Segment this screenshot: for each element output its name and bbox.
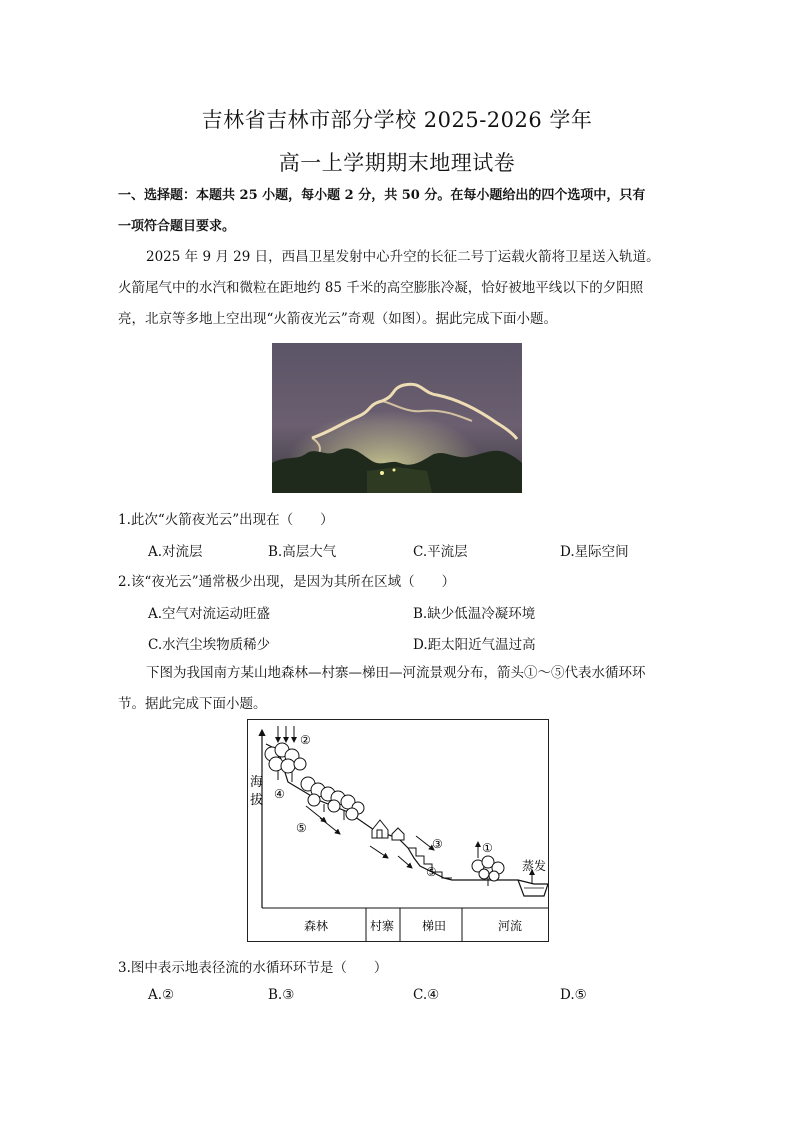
q2-option-d[interactable]: D.距太阳近气温过高 (413, 637, 536, 653)
landscape-water-cycle-diagram (247, 719, 549, 942)
marker-1: ① (482, 841, 493, 855)
passage1-line3: 亮，北京等多地上空出现“火箭夜光云”奇观（如图）。据此完成下面小题。 (118, 311, 558, 327)
section-line1: 一、选择题：本题共 25 小题，每小题 2 分，共 50 分。在每小题给出的四个选项中，只有 (118, 188, 646, 203)
rocket-cloud-photo (272, 343, 522, 493)
section-instructions (118, 180, 678, 242)
page-title-line1: 吉林省吉林市部分学校 2025-2026 学年 (201, 108, 593, 132)
passage-2 (118, 658, 678, 720)
zone-village: 村寨 (370, 919, 395, 933)
marker-3: ③ (432, 837, 443, 851)
question-1-stem: 1.此次“火箭夜光云”出现在（ ） (118, 512, 334, 528)
passage-1 (118, 242, 678, 335)
q1-option-c[interactable]: C.平流层 (413, 544, 468, 560)
q1-option-d[interactable]: D.星际空间 (560, 544, 629, 560)
axis-label-1: 海 (250, 775, 264, 790)
passage1-line2: 火箭尾气中的水汽和微粒在距地约 85 千米的高空膨胀冷凝，恰好被地平线以下的夕阳照 (118, 280, 644, 296)
q2-option-c[interactable]: C.水汽尘埃物质稀少 (148, 637, 271, 653)
marker-5a: ⑤ (296, 821, 307, 835)
page-title-line2: 高一上学期期末地理试卷 (278, 151, 516, 175)
section-line2: 一项符合题目要求。 (118, 219, 236, 234)
q3-option-a[interactable]: A.② (148, 987, 175, 1003)
q2-option-b[interactable]: B.缺少低温冷凝环境 (413, 606, 536, 622)
q3-option-b[interactable]: B.③ (268, 987, 295, 1003)
q3-option-c[interactable]: C.④ (413, 987, 440, 1003)
zone-terraces: 梯田 (422, 919, 447, 933)
evaporation-label: 蒸发 (522, 859, 547, 873)
passage2-line1: 下图为我国南方某山地森林—村寨—梯田—河流景观分布，箭头①～⑤代表水循环环 (146, 665, 646, 681)
q3-option-d[interactable]: D.⑤ (560, 987, 587, 1003)
question-2-stem: 2.该“夜光云”通常极少出现，是因为其所在区域（ ） (118, 574, 456, 590)
q2-option-a[interactable]: A.空气对流运动旺盛 (148, 606, 271, 622)
passage2-line2: 节。据此完成下面小题。 (118, 696, 267, 712)
q1-option-a[interactable]: A.对流层 (148, 544, 203, 560)
axis-label-2: 拔 (250, 793, 264, 808)
marker-2: ② (300, 733, 311, 747)
question-3-stem: 3.图中表示地表径流的水循环环节是（ ） (118, 960, 388, 976)
q1-option-b[interactable]: B.高层大气 (268, 544, 337, 560)
zone-forest: 森林 (304, 919, 329, 933)
marker-4: ④ (274, 787, 285, 801)
marker-5b: ⑤ (426, 865, 437, 879)
zone-river: 河流 (498, 919, 523, 933)
passage1-line1: 2025 年 9 月 29 日，西昌卫星发射中心升空的长征二号丁运载火箭将卫星送入轨道。 (146, 249, 660, 265)
